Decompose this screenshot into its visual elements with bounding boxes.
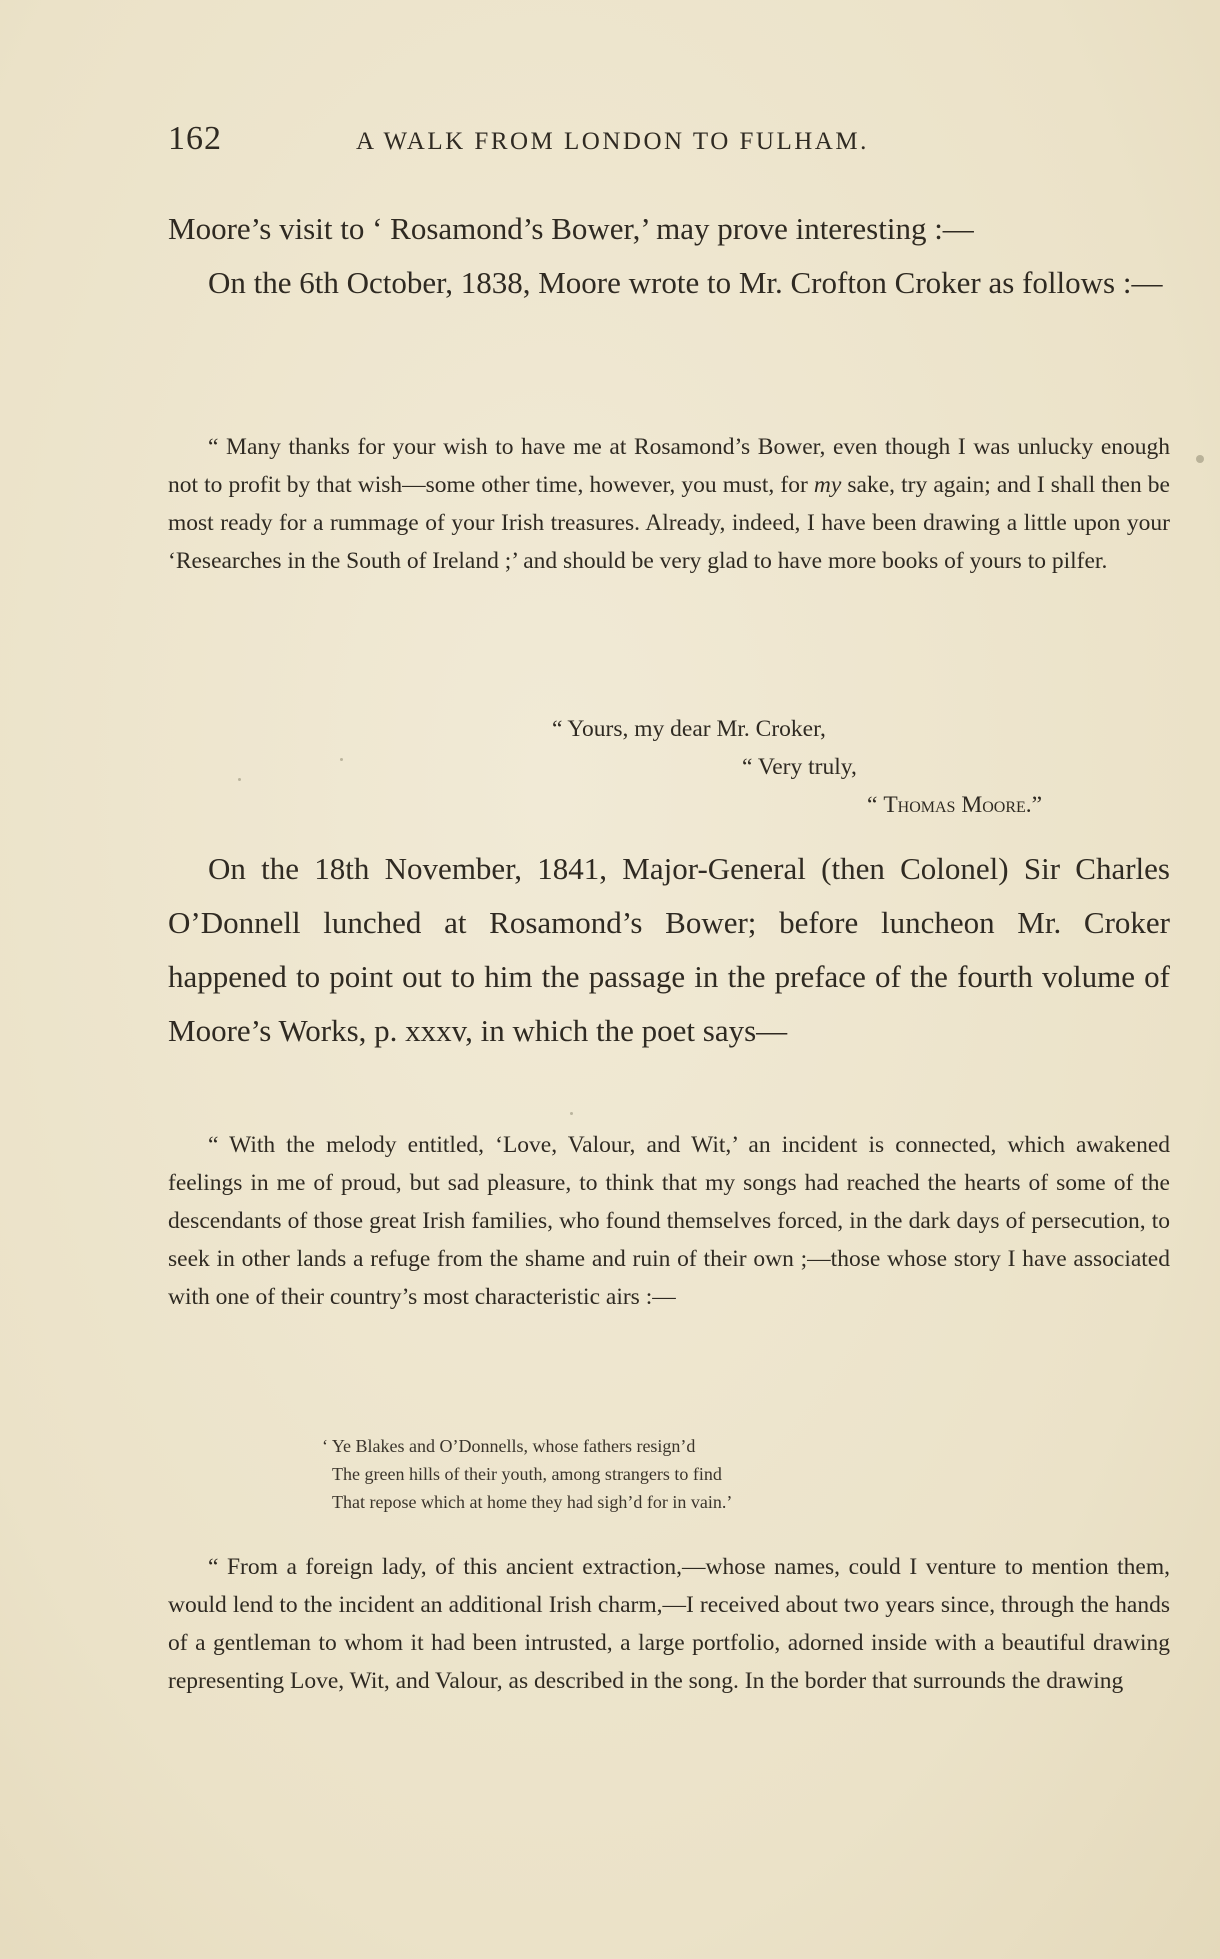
letter-italic-word: my <box>813 472 842 498</box>
signature-line-3 <box>552 786 1052 824</box>
verse-line-3: That repose which at home they had sigh’d for in vain.’ <box>332 1492 733 1512</box>
signature-open-quote: “ <box>867 792 884 818</box>
signature-line-1: “ Yours, my dear Mr. Croker, <box>552 716 826 742</box>
verse-line-1: ‘ Ye Blakes and O’Donnells, whose fathers resign’d <box>322 1436 696 1456</box>
ink-speck <box>570 1112 573 1115</box>
paragraph-odonnell <box>168 842 1170 1058</box>
paragraph-moores-visit: Moore’s visit to ‘ Rosamond’s Bower,’ may prove interesting :— <box>168 211 974 246</box>
preface-quote: “ With the melody entitled, ‘Love, Valour, and Wit,’ an incident is connected, which awakened feelings in me of proud, but sad pleasure, to think that my songs had reached the hearts of some of the descendants of those great Irish families, who found themselves forced, in the dark days of persecution, to seek in other lands a refuge from the shame and ruin of their own ;—those whose story I have associated with one of their country’s most characteristic airs :— <box>168 1132 1170 1310</box>
signature-close-quote: ” <box>1031 792 1043 818</box>
letter-text-end: sake, try again; and I shall then be most ready for a rummage of your Irish treasures. Already, indeed, I have been drawing a little upon your ‘Researches in the South of Ireland ;’ and should be very glad to have more books of yours to pilfer. <box>168 472 1170 574</box>
ink-speck <box>340 758 343 761</box>
letter-text-start: “ Many thanks for your wish to have me at Rosamond’s Bower, even though I was unlucky enough not to profit by that wish—some other time, however, you must, for <box>168 434 1170 498</box>
running-title: A WALK FROM LONDON TO FULHAM. <box>356 128 869 155</box>
letter-quote <box>168 428 1170 580</box>
signature-block <box>552 710 1052 824</box>
ink-speck <box>238 778 241 781</box>
signature-line-2: “ Very truly, <box>742 754 857 780</box>
foreign-lady-block <box>168 1548 1170 1700</box>
letter-block <box>168 428 1170 580</box>
page-header <box>168 120 998 160</box>
ink-speck <box>1196 455 1204 463</box>
verse-line-2: The green hills of their youth, among strangers to find <box>332 1464 722 1484</box>
foreign-lady-quote: “ From a foreign lady, of this ancient extraction,—whose names, could I venture to mention them, would lend to the incident an additional Irish charm,—I received about two years since, through the hands of a gentleman to whom it had been intrusted, a large portfolio, adorned inside with a beautiful drawing representing Love, Wit, and Valour, as described in the song. In the border that surrounds the drawing <box>168 1554 1170 1694</box>
signature-name: Thomas Moore. <box>883 792 1032 818</box>
preface-quote-block <box>168 1126 1170 1316</box>
paragraph-letter-intro: On the 6th October, 1838, Moore wrote to Mr. Crofton Croker as follows :— <box>208 265 1163 300</box>
verse-block <box>322 1432 1022 1516</box>
paragraph-luncheon: On the 18th November, 1841, Major-General (then Colonel) Sir Charles O’Donnell lunched at Rosamond’s Bower; before luncheon Mr. Croker happened to point out to him the passage in the preface of the fourth volume of Moore’s Works, p. xxxv, in which the poet says— <box>168 851 1170 1048</box>
paragraph-intro <box>168 202 1170 310</box>
page-number: 162 <box>168 120 222 157</box>
